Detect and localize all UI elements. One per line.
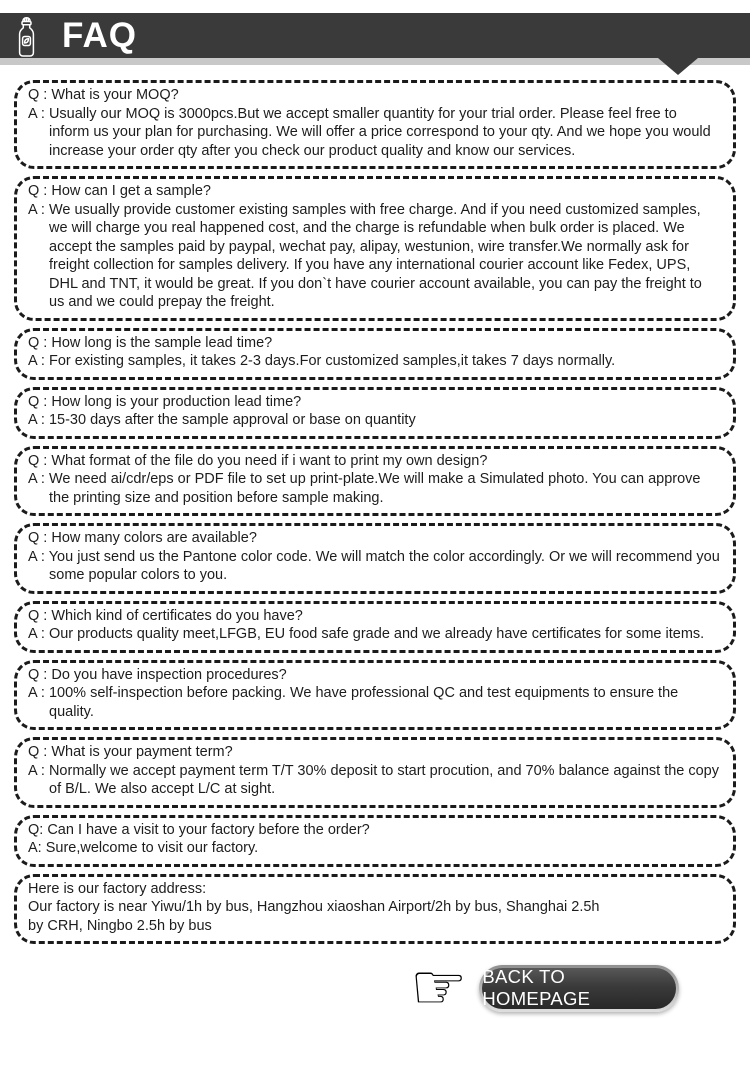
question-text: Q : What format of the file do you need if i want to print my own design? <box>28 452 488 469</box>
page-title: FAQ <box>62 15 137 55</box>
faq-item <box>14 80 736 169</box>
back-to-homepage-button-rim <box>479 965 679 1012</box>
faq-item <box>14 446 736 517</box>
question-text: Q : What is your payment term? <box>28 744 233 760</box>
faq-item <box>14 815 736 867</box>
faq-item <box>14 601 736 653</box>
question-text: Q : How long is your production lead time? <box>28 393 302 410</box>
question-text: Q : Which kind of certificates do you have? <box>28 607 303 624</box>
answer-text: A : 100% self-inspection before packing. We have professional QC and test equipments to ensure the quality. <box>28 685 679 720</box>
question-text: Q : What is your MOQ? <box>28 87 179 103</box>
question-text: Q : How long is the sample lead time? <box>28 334 273 351</box>
header-shadow-strip <box>0 58 750 65</box>
back-to-homepage-button[interactable] <box>482 968 676 1009</box>
answer-text: A: Sure,welcome to visit our factory. <box>28 840 259 856</box>
question-text: Q : Do you have inspection procedures? <box>28 666 287 683</box>
answer-text: A : For existing samples, it takes 2-3 days.For customized samples,it takes 7 days normally. <box>28 353 616 369</box>
faq-list <box>14 80 736 951</box>
faq-item <box>14 737 736 808</box>
question-text: Q : How many colors are available? <box>28 530 257 546</box>
faq-item <box>14 387 736 439</box>
address-line: by CRH, Ningbo 2.5h by bus <box>28 917 212 934</box>
answer-text: A : Our products quality meet,LFGB, EU food safe grade and we already have certificates for some items. <box>28 626 705 642</box>
answer-text: A : You just send us the Pantone color code. We will match the color accordingly. Or we will recommend you some popular colors to you. <box>28 548 720 583</box>
pointing-hand-icon: ☞ <box>410 951 468 1025</box>
answer-text: A : 15-30 days after the sample approval or base on quantity <box>28 412 416 428</box>
header-bar <box>0 13 750 58</box>
bottle-icon <box>13 14 40 58</box>
address-line: Our factory is near Yiwu/1h by bus, Hangzhou xiaoshan Airport/2h by bus, Shanghai 2.5h <box>28 899 600 915</box>
answer-text: A : We need ai/cdr/eps or PDF file to set up print-plate.We will make a Simulated photo. You can approve the printing size and position before sample making. <box>28 471 701 506</box>
faq-item <box>14 176 736 321</box>
answer-text: A : Usually our MOQ is 3000pcs.But we accept smaller quantity for your trial order. Please feel free to inform us your plan for purchasing. We will offer a price correspond to your qty. And we hope you would increase your order qty after you check our product quality and know our services. <box>28 105 711 159</box>
question-text: Q: Can I have a visit to your factory before the order? <box>28 821 370 838</box>
faq-item <box>14 328 736 380</box>
address-box <box>14 874 736 945</box>
faq-item <box>14 523 736 594</box>
footer <box>410 951 679 1025</box>
question-text: Q : How can I get a sample? <box>28 183 211 199</box>
answer-text: A : Normally we accept payment term T/T 30% deposit to start procution, and 70% balance against the copy of B/L. We also accept L/C at sight. <box>28 762 720 797</box>
answer-text: A : We usually provide customer existing samples with free charge. And if you need customized samples, we will charge you real happened cost, and the charge is refundable when bulk order is placed. We accept the samples paid by paypal, wechat pay, alipay, westunion, wire transfer.We normally ask for freight collection for samples delivery. If you have any international courier account like Fedex, UPS, DHL and TNT, it would be great. If you don`t have courier account available, you can pay the freight to us and we could prepay the freight. <box>28 201 702 310</box>
faq-item <box>14 660 736 731</box>
header-pointer-triangle <box>658 58 698 75</box>
back-to-homepage-label: BACK TO HOMEPAGE <box>482 966 591 1009</box>
address-line: Here is our factory address: <box>28 880 207 897</box>
